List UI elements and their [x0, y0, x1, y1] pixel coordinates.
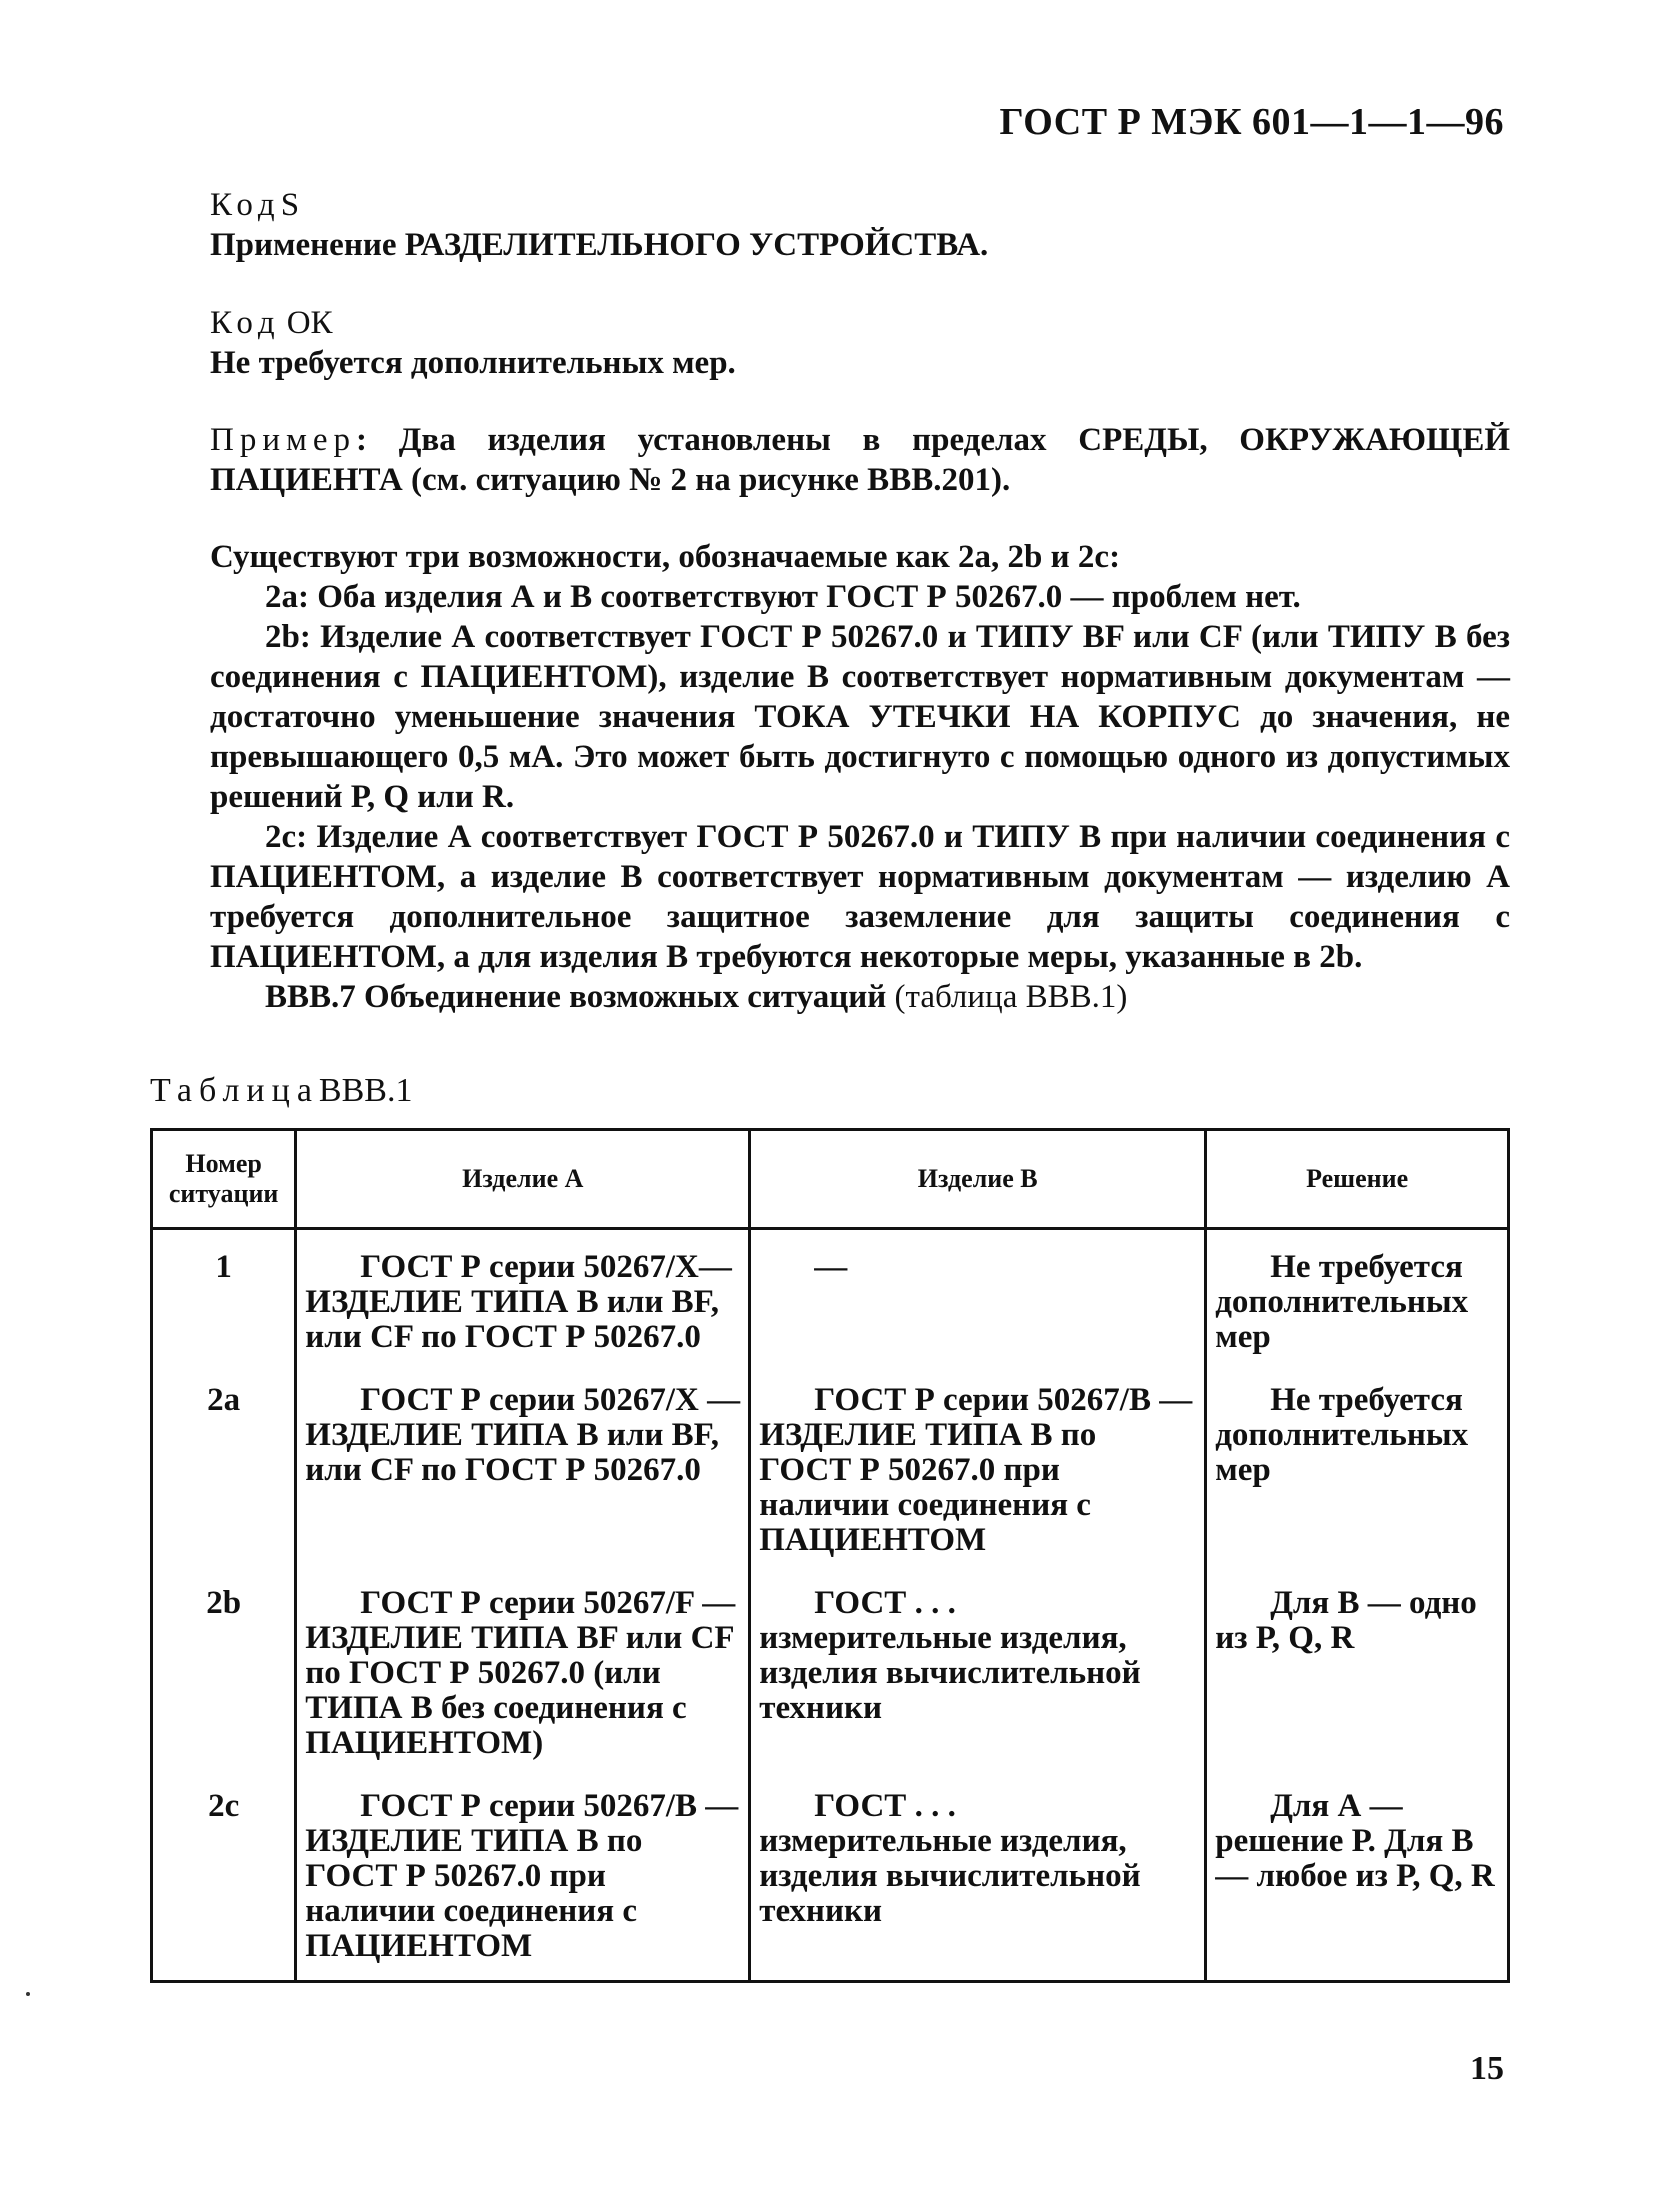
document-header: ГОСТ Р МЭК 601—1—1—96	[999, 101, 1504, 143]
scan-speck	[26, 1992, 30, 1996]
cell-solution: Не требуется дополнительных мер	[1206, 1373, 1509, 1576]
body-paragraph-2c: 2с: Изделие А соответствует ГОСТ Р 50267.0 и ТИПУ В при наличии соединения с ПАЦИЕНТОМ, а изделие В соответствует нормативным документам — изделию А требуется дополнительное защитное заземление для защиты соединения с ПАЦИЕНТОМ, а для изделия В требуются некоторые меры, указанные в 2b.	[210, 819, 1510, 975]
example-text: : Два изделия установлены в пределах СРЕДЫ, ОКРУЖАЮЩЕЙ ПАЦИЕНТА (см. ситуацию № 2 на рисунке ВВВ.201).	[210, 422, 1510, 498]
section-title: Объединение возможных ситуаций	[364, 979, 887, 1015]
cell-device-b: —	[750, 1229, 1206, 1374]
cell-solution: Для А — решение Р. Для В — любое из Р, Q, R	[1206, 1779, 1509, 1982]
code-ok-text: Не требуется дополнительных мер.	[210, 345, 736, 381]
code-s-block	[210, 185, 1510, 265]
table-row	[152, 1576, 1509, 1779]
table-caption-label: Таблица	[150, 1072, 319, 1109]
example-paragraph	[210, 420, 1510, 500]
code-s-text: Применение РАЗДЕЛИТЕЛЬНОГО УСТРОЙСТВА.	[210, 227, 989, 263]
table-caption-id: ВВВ.1	[318, 1072, 413, 1109]
code-s-label: Код	[210, 187, 281, 223]
header-situation-number: Номер ситуации	[152, 1130, 296, 1229]
cell-situation: 1	[152, 1229, 296, 1374]
body-paragraph-bbb7	[210, 977, 1510, 1017]
table-row	[152, 1779, 1509, 1982]
code-ok-label: Код	[210, 305, 281, 341]
header-solution: Решение	[1206, 1130, 1509, 1229]
cell-device-a: ГОСТ Р серии 50267/X— ИЗДЕЛИЕ ТИПА В или BF, или CF по ГОСТ Р 50267.0	[296, 1229, 750, 1374]
header-device-b: Изделие В	[750, 1130, 1206, 1229]
body-paragraph-2a: 2а: Оба изделия А и В соответствуют ГОСТ Р 50267.0 — проблем нет.	[265, 579, 1301, 615]
example-label: Пример	[210, 422, 357, 458]
header-device-a: Изделие А	[296, 1130, 750, 1229]
page-number: 15	[1470, 2050, 1504, 2087]
cell-solution: Не требуется дополнительных мер	[1206, 1229, 1509, 1374]
code-ok-value: ОК	[286, 305, 333, 341]
body-paragraph-2b: 2b: Изделие А соответствует ГОСТ Р 50267.0 и ТИПУ BF или CF (или ТИПУ В без соединения с ПАЦИЕНТОМ), изделие В соответствует нормативным документам — достаточно уменьшение значения ТОКА УТЕЧКИ НА КОРПУС до значения, не превышающего 0,5 мА. Это может быть достигнуто с помощью одного из допустимых решений Р, Q или R.	[210, 619, 1510, 815]
cell-device-a: ГОСТ Р серии 50267/X — ИЗДЕЛИЕ ТИПА В или BF, или CF по ГОСТ Р 50267.0	[296, 1373, 750, 1576]
code-ok-block	[210, 303, 1510, 383]
cell-situation: 2b	[152, 1576, 296, 1779]
table-row	[152, 1229, 1509, 1374]
body-paragraph-intro: Существуют три возможности, обозначаемые как 2а, 2b и 2с:	[210, 539, 1121, 575]
table-row	[152, 1373, 1509, 1576]
cell-solution: Для В — одно из Р, Q, R	[1206, 1576, 1509, 1779]
cell-situation: 2с	[152, 1779, 296, 1982]
body-text	[210, 537, 1510, 1017]
table-caption	[150, 1072, 412, 1110]
cell-device-b: ГОСТ Р серии 50267/В — ИЗДЕЛИЕ ТИПА В по ГОСТ Р 50267.0 при наличии соединения с ПАЦИЕНТОМ	[750, 1373, 1206, 1576]
cell-device-b: ГОСТ . . . измерительные изделия, изделия вычислительной техники	[750, 1779, 1206, 1982]
cell-situation: 2а	[152, 1373, 296, 1576]
cell-device-a: ГОСТ Р серии 50267/F — ИЗДЕЛИЕ ТИПА BF или CF по ГОСТ Р 50267.0 (или ТИПА В без соединения с ПАЦИЕНТОМ)	[296, 1576, 750, 1779]
cell-device-b: ГОСТ . . . измерительные изделия, изделия вычислительной техники	[750, 1576, 1206, 1779]
code-s-value: S	[280, 187, 300, 223]
section-number: ВВВ.7	[265, 979, 356, 1015]
situations-table	[150, 1128, 1510, 1983]
section-ref: (таблица ВВВ.1)	[894, 979, 1128, 1015]
cell-device-a: ГОСТ Р серии 50267/В — ИЗДЕЛИЕ ТИПА В по ГОСТ Р 50267.0 при наличии соединения с ПАЦИЕНТОМ	[296, 1779, 750, 1982]
table-header-row	[152, 1130, 1509, 1229]
